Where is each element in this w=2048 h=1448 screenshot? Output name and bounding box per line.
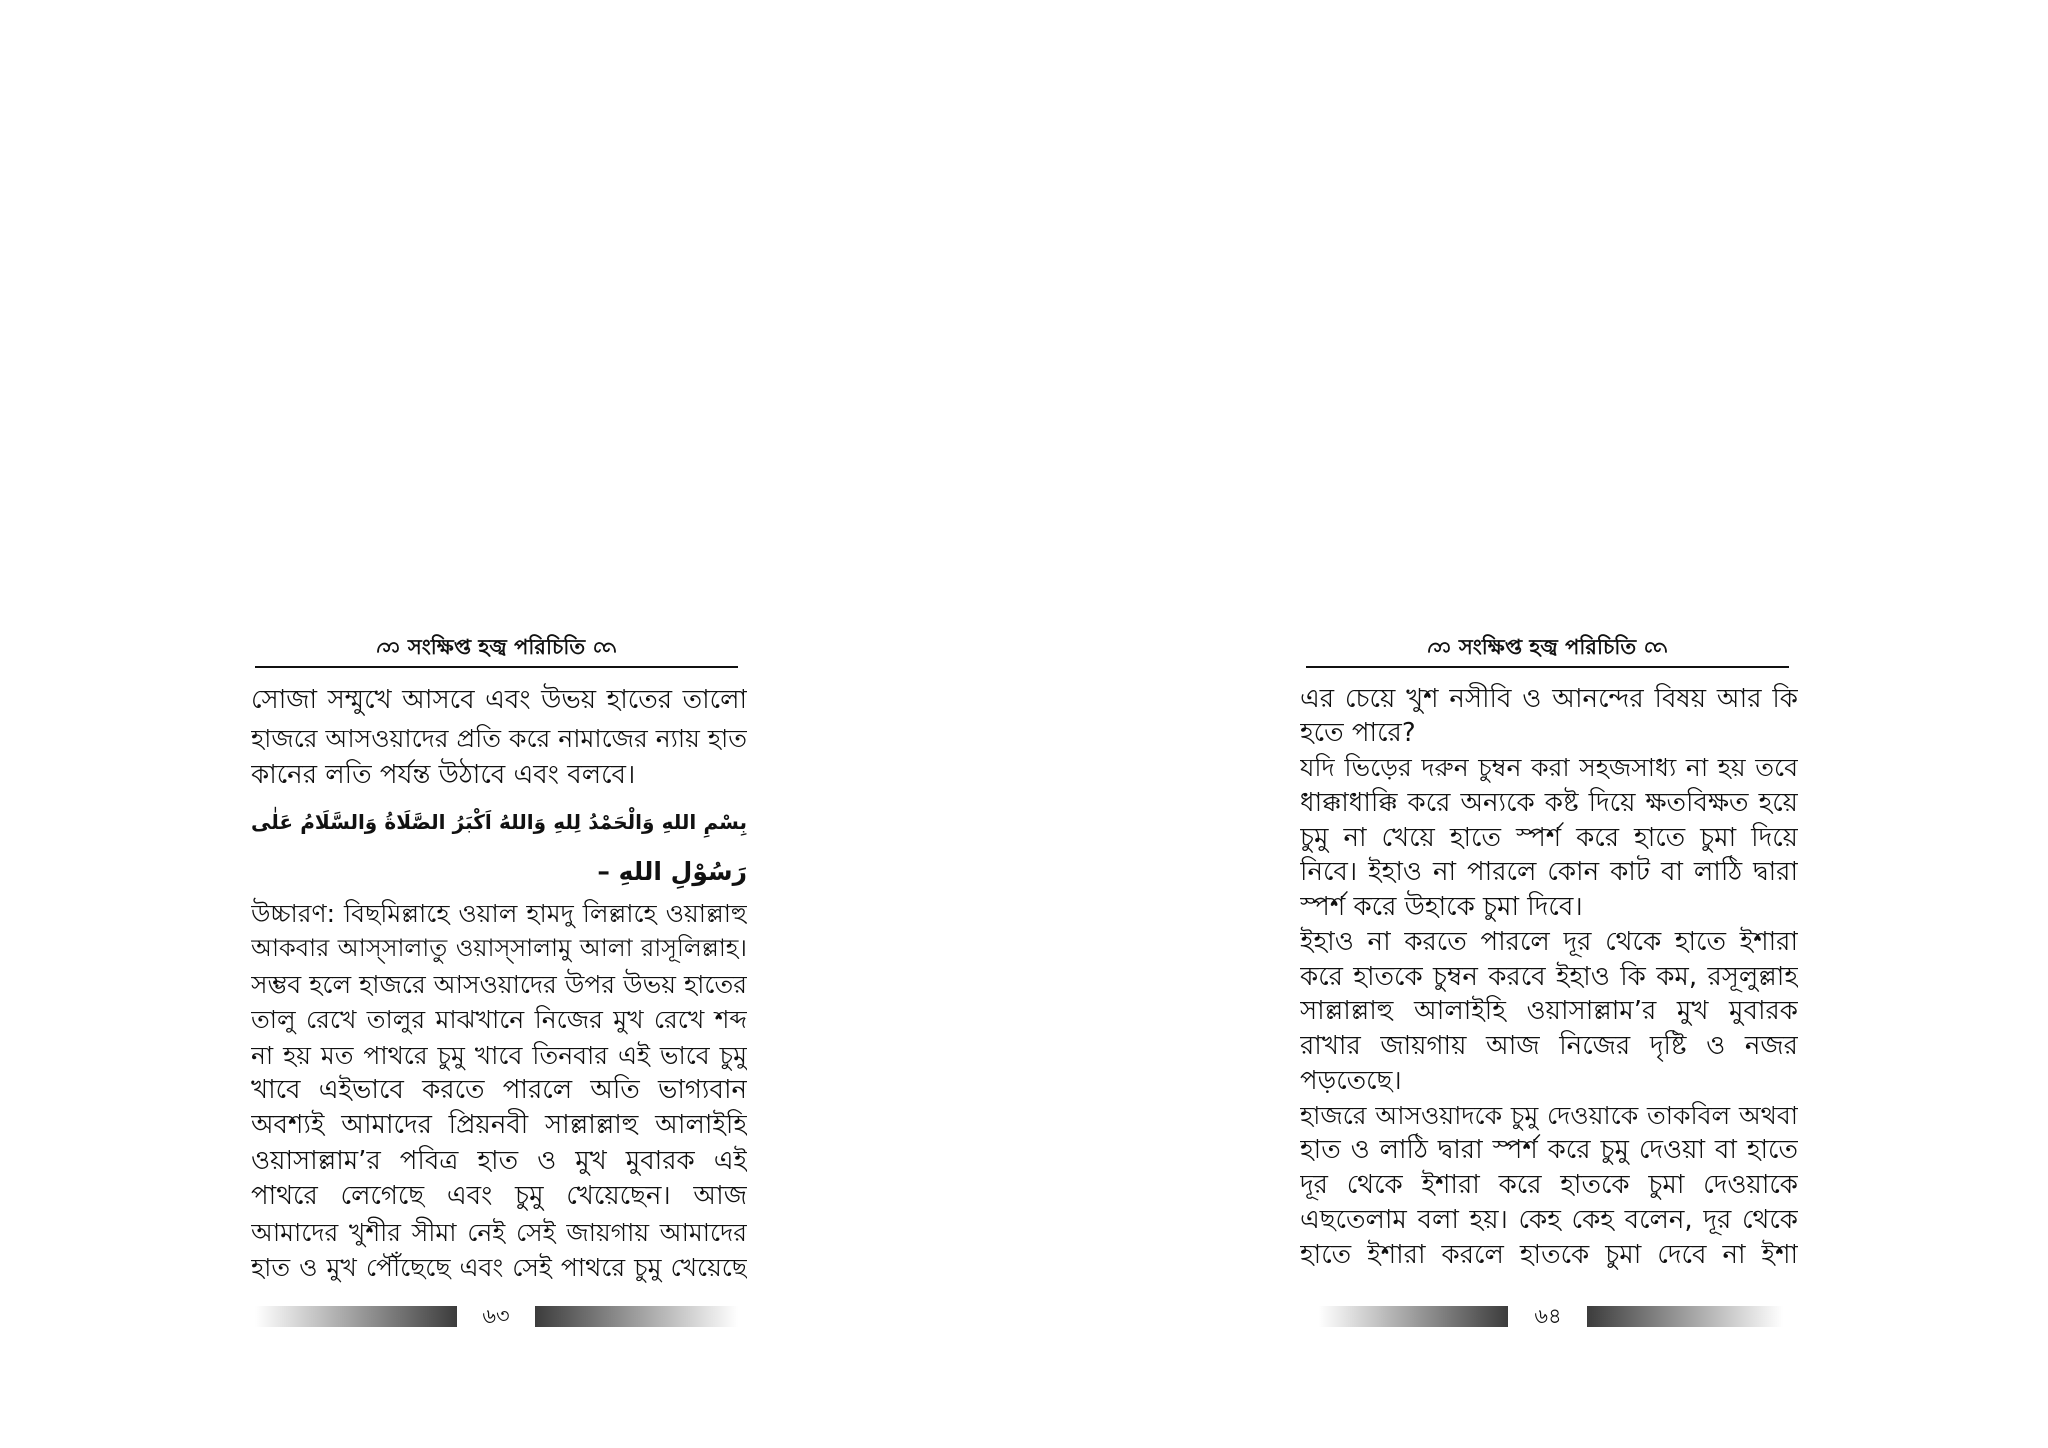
footer-gradient-bar (535, 1306, 738, 1327)
text-line: চুমু না খেয়ে হাতে স্পর্শ করে হাতে চুমা দিয়ে (1300, 822, 1798, 853)
flourish-ornament-icon (593, 639, 617, 657)
header-rule (255, 666, 738, 668)
text-line: সম্ভব হলে হাজরে আসওয়াদের উপর উভয় হাতের (251, 969, 747, 999)
body-text (251, 896, 747, 1285)
footer-gradient-bar (255, 1306, 457, 1327)
flourish-ornament-icon (1644, 639, 1668, 657)
pronunciation-line: আকবার আস্সালাতু ওয়াস্সালামু আলা রাসূলিল্লাহ। (251, 934, 747, 963)
running-header-title: সংক্ষিপ্ত হজ্ব পরিচিতি (407, 634, 586, 659)
flourish-ornament-icon (1427, 639, 1451, 657)
left-page (251, 620, 751, 1340)
right-page (1300, 620, 1800, 1340)
pronunciation-line: উচ্চারণ: বিছমিল্লাহে ওয়াল হামদু লিল্লাহে ওয়াল্লাহু (251, 899, 747, 928)
text-line: ধাক্কাধাক্কি করে অন্যকে কষ্ট দিয়ে ক্ষতবিক্ষত হয়ে (1300, 787, 1798, 818)
page-footer (251, 1306, 751, 1327)
text-line: না হয় মত পাথরে চুমু খাবে তিনবার এই ভাবে চুমু (251, 1040, 747, 1070)
text-line: হাত ও লাঠি দ্বারা স্পর্শ করে চুমু দেওয়া বা হাতে (1300, 1135, 1798, 1166)
text-line: যদি ভিড়ের দরুন চুম্বন করা সহজসাধ্য না হয় তবে (1300, 753, 1798, 783)
text-line: পাথরে লেগেছে এবং চুমু খেয়েছেন। আজ (251, 1181, 747, 1212)
running-header (1306, 633, 1789, 663)
intro-paragraph (251, 682, 747, 795)
arabic-dua (251, 798, 747, 896)
text-line: স্পর্শ করে উহাকে চুমা দিবে। (1300, 892, 1583, 923)
text-line: আমাদের খুশীর সীমা নেই সেই জায়গায় আমাদের (251, 1217, 747, 1247)
running-header-title: সংক্ষিপ্ত হজ্ব পরিচিতি (1458, 634, 1637, 659)
footer-gradient-bar (1319, 1306, 1508, 1327)
text-line: এর চেয়ে খুশ নসীবি ও আনন্দের বিষয় আর কি (1300, 683, 1798, 714)
text-line: তালু রেখে তালুর মাঝখানে নিজের মুখ রেখে শব্দ (251, 1005, 747, 1035)
text-line: এছতেলাম বলা হয়। কেহ কেহ বলেন, দূর থেকে (1300, 1204, 1798, 1235)
text-line: ইহাও না করতে পারলে দূর থেকে হাতে ইশারা (1300, 926, 1798, 957)
text-line: পড়তেছে। (1300, 1065, 1402, 1096)
text-line: অবশ্যই আমাদের প্রিয়নবী সাল্লাল্লাহু আলাইহি (251, 1110, 747, 1141)
body-text (1300, 682, 1798, 1273)
text-line: ওয়াসাল্লাম’র পবিত্র হাত ও মুখ মুবারক এই (251, 1145, 747, 1176)
page-number: ৬৪ (1534, 1304, 1562, 1328)
text-line: সোজা সম্মুখে আসবে এবং উভয় হাতের তালো (251, 685, 747, 715)
text-line: রাখার জায়গায় আজ নিজের দৃষ্টি ও নজর (1300, 1031, 1798, 1062)
text-line: হাত ও মুখ পৌঁছেছে এবং সেই পাথরে চুমু খেয়েছে (251, 1252, 747, 1282)
text-line: হাতে ইশারা করলে হাতকে চুমা দেবে না ইশা (1300, 1239, 1798, 1270)
text-line: হাজরে আসওয়াদকে চুমু দেওয়াকে তাকবিল অথবা (1300, 1100, 1798, 1130)
text-line: হাজরে আসওয়াদের প্রতি করে নামাজের ন্যায় হাত (251, 723, 747, 753)
text-line: নিবে। ইহাও না পারলে কোন কাট বা লাঠি দ্বারা (1300, 857, 1798, 888)
running-header (255, 633, 738, 663)
text-line: খাবে এইভাবে করতে পারলে অতি ভাগ্যবান (251, 1074, 747, 1105)
page-number: ৬৩ (482, 1304, 510, 1328)
flourish-ornament-icon (376, 639, 400, 657)
text-line: কানের লতি পর্যন্ত উঠাবে এবং বলবে। (251, 760, 636, 790)
footer-gradient-bar (1587, 1306, 1783, 1327)
header-rule (1306, 666, 1789, 668)
text-line: দূর থেকে ইশারা করে হাতকে চুমা দেওয়াকে (1300, 1170, 1798, 1201)
arabic-text-line: بِسْمِ اللهِ وَالْحَمْدُ لِلهِ وَاللهُ اَكْبَرُ الصَّلَاةُ وَالسَّلَامُ عَلٰى (251, 810, 747, 834)
arabic-text-line: رَسُوْلِ اللهِ – (597, 857, 747, 886)
text-line: হতে পারে? (1300, 718, 1416, 749)
text-line: সাল্লাল্লাহু আলাইহি ওয়াসাল্লাম’র মুখ মুবারক (1300, 996, 1798, 1027)
text-line: করে হাতকে চুম্বন করবে ইহাও কি কম, রসূলুল্লাহ (1300, 961, 1798, 992)
page-footer (1300, 1306, 1800, 1327)
